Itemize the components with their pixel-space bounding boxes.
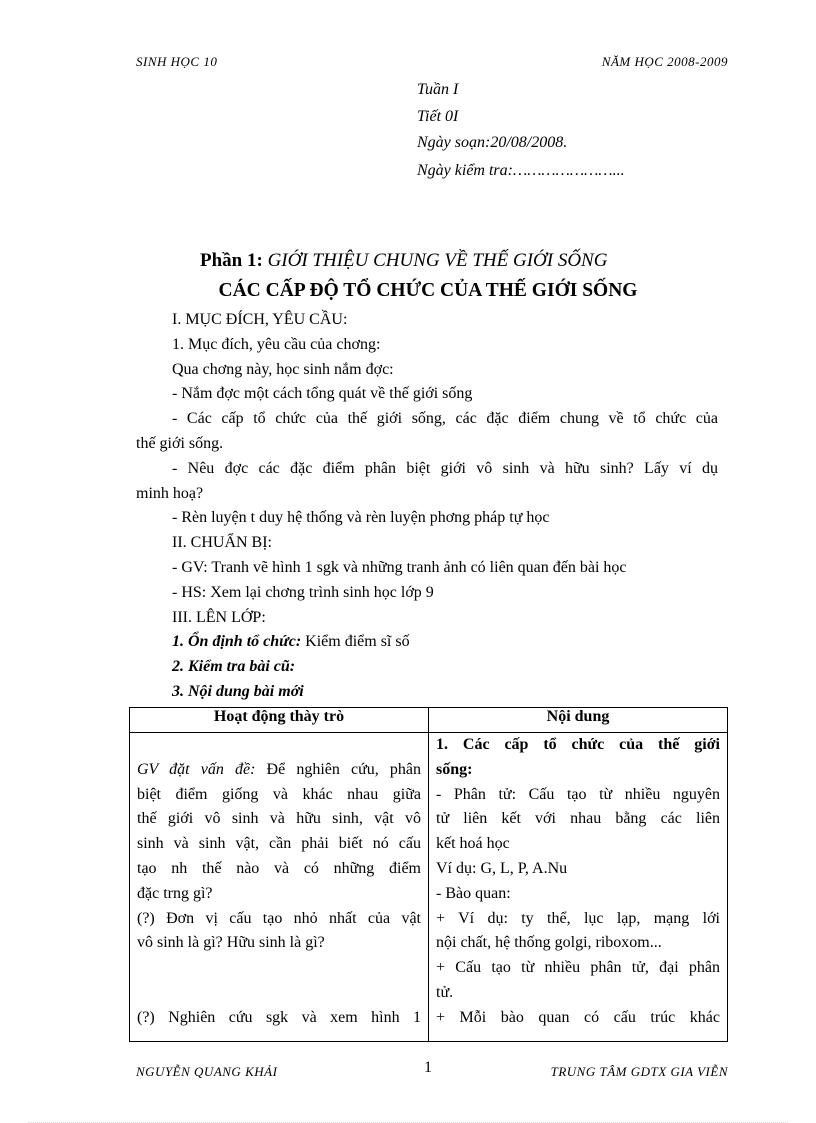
section1-item: - Rèn luyện t duy hệ thống và rèn luyện phơng pháp tự học bbox=[172, 509, 550, 527]
content-line: - Bào quan: bbox=[436, 884, 511, 902]
section1-item: - Các cấp tổ chức của thế giới sống, các đặc điểm chung về tổ chức của bbox=[172, 410, 718, 428]
content-heading: 1. Các cấp tổ chức của thế giới bbox=[436, 736, 720, 753]
activity-line: thế giới vô sinh và hữu sinh, vật vô bbox=[137, 810, 421, 828]
prepared-date: Ngày soạn:20/08/2008. bbox=[417, 134, 568, 151]
content-line: + Mỗi bào quan có cấu trúc khác bbox=[436, 1008, 720, 1026]
content-line: + Cấu tạo từ nhiều phân tử, đại phân bbox=[436, 959, 720, 977]
section1-item: - Nắm đợc một cách tổng quát về thế giới sống bbox=[172, 385, 473, 403]
activity-line: biệt điểm giống và khác nhau giữa bbox=[137, 785, 421, 803]
checked-date: Ngày kiểm tra:…………………... bbox=[417, 162, 625, 179]
step-1-label: 1. Ổn định tổ chức: bbox=[172, 633, 302, 651]
content-line: tử. bbox=[436, 983, 454, 1001]
content-line: nội chất, hệ thống golgi, riboxom... bbox=[436, 934, 662, 952]
section2-heading: II. CHUẨN BỊ: bbox=[172, 534, 272, 552]
activity-line: vô sinh là gì? Hữu sinh là gì? bbox=[137, 934, 325, 952]
week: Tuần I bbox=[417, 81, 459, 98]
section3-heading: III. LÊN LỚP: bbox=[172, 608, 266, 626]
part-label: Phần 1: bbox=[200, 250, 263, 271]
content-heading: sống: bbox=[436, 760, 473, 778]
table-header-content: Nội dung bbox=[429, 708, 728, 733]
section1-item: thế giới sống. bbox=[136, 434, 224, 452]
content-line: + Ví dụ: ty thể, lục lạp, mạng lới bbox=[436, 909, 720, 927]
table-header-row bbox=[130, 708, 728, 733]
section1-item: minh hoạ? bbox=[136, 484, 204, 502]
step-1-text: Kiểm điểm sĩ số bbox=[301, 633, 410, 651]
content-line: Ví dụ: G, L, P, A.Nu bbox=[436, 859, 568, 877]
part-title bbox=[200, 250, 607, 272]
header-right: NĂM HỌC 2008-2009 bbox=[601, 54, 728, 69]
body bbox=[136, 308, 718, 705]
section2-item: - HS: Xem lại chơng trình sinh học lớp 9 bbox=[172, 583, 434, 601]
section1-intro: Qua chơng này, học sinh nắm đợc: bbox=[172, 360, 394, 378]
page-number: 1 bbox=[424, 1059, 432, 1076]
activity-line: (?) Đơn vị cấu tạo nhỏ nhất của vật bbox=[137, 909, 421, 927]
table-header-activity: Hoạt động thày trò bbox=[130, 708, 429, 733]
section1-sub: 1. Mục đích, yêu cầu của chơng: bbox=[172, 335, 381, 353]
part-name: GIỚI THIỆU CHUNG VỀ THẾ GIỚI SỐNG bbox=[267, 250, 608, 271]
activity-line: đặc trng gì? bbox=[137, 884, 213, 902]
step-1 bbox=[136, 630, 718, 655]
content-line: - Phân tử: Cấu tạo từ nhiều nguyên bbox=[436, 785, 720, 803]
activity-cell bbox=[130, 733, 429, 1042]
header-left: SINH HỌC 10 bbox=[136, 54, 218, 69]
content-line: kết hoá học bbox=[436, 835, 510, 853]
activity-line: GV đặt vấn đề: Để nghiên cứu, phân bbox=[137, 760, 421, 778]
section2-item: - GV: Tranh vẽ hình 1 sgk và những tranh ảnh có liên quan đến bài học bbox=[172, 558, 627, 576]
period: Tiết 0I bbox=[417, 108, 459, 125]
footer-right: TRUNG TÂM GDTX GIA VIỄN bbox=[550, 1064, 728, 1079]
step-2: 2. Kiểm tra bài cũ: bbox=[172, 658, 296, 676]
lesson-title: CÁC CẤP ĐỘ TỔ CHỨC CỦA THẾ GIỚI SỐNG bbox=[218, 280, 638, 301]
content-cell bbox=[429, 733, 728, 1042]
activity-line: sinh và sinh vật, cần phải biết nó cấu bbox=[137, 835, 421, 853]
activity-line: (?) Nghiên cứu sgk và xem hình 1 bbox=[137, 1008, 421, 1026]
footer-left: NGUYỄN QUANG KHẢI bbox=[136, 1064, 278, 1079]
lesson-table bbox=[129, 707, 728, 1042]
content-line: tử liên kết với nhau bằng các liên bbox=[436, 810, 720, 828]
activity-line: tạo nh thế nào và có những điểm bbox=[137, 859, 421, 877]
section1-heading: I. MỤC ĐÍCH, YÊU CẦU: bbox=[172, 311, 348, 328]
section1-item: - Nêu đợc các đặc điểm phân biệt giới vô sinh và hữu sinh? Lấy ví dụ bbox=[172, 459, 718, 477]
gv-label: GV đặt vấn đề: bbox=[137, 760, 256, 778]
step-3: 3. Nội dung bài mới bbox=[172, 682, 304, 700]
table-row bbox=[130, 733, 728, 1042]
